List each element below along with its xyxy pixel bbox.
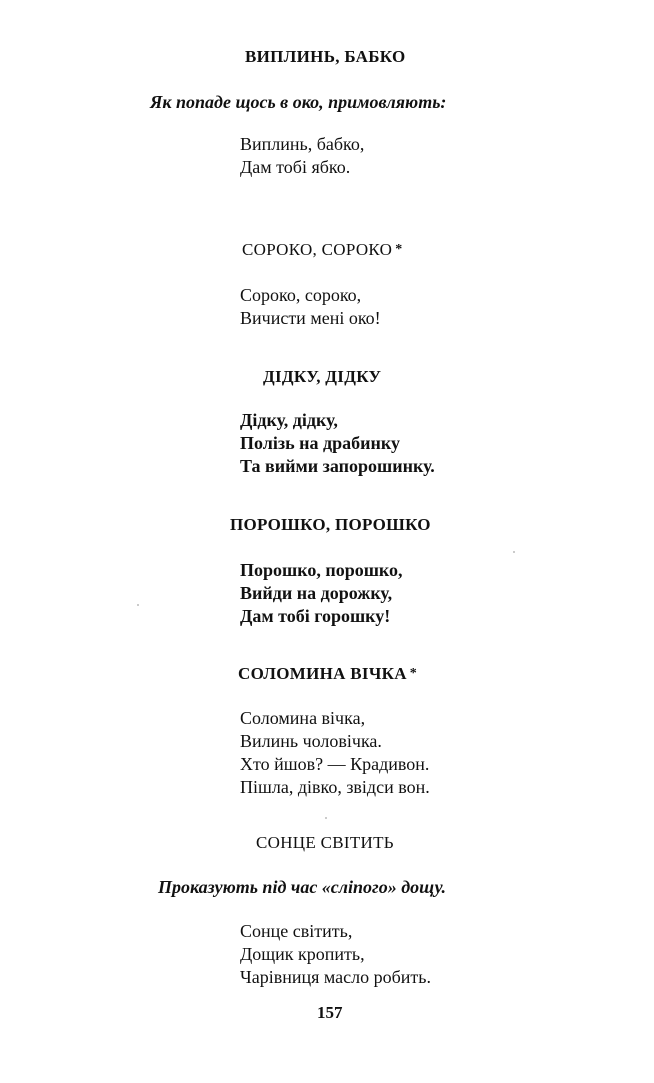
verse xyxy=(240,409,435,478)
scan-speck xyxy=(137,604,139,606)
section-title-text: СОРОКО, СОРОКО xyxy=(242,240,393,259)
verse xyxy=(240,559,403,628)
verse-line: Соломина вічка, xyxy=(240,708,366,728)
scan-speck xyxy=(513,551,515,553)
verse-line: Чарівниця масло робить. xyxy=(240,967,431,987)
footnote-mark: * xyxy=(395,242,403,257)
verse-line: Дощик кропить, xyxy=(240,944,365,964)
verse-line: Вийди на дорожку, xyxy=(240,583,393,603)
verse-line: Порошко, порошко, xyxy=(240,560,403,580)
verse-line: Дам тобі горошку! xyxy=(240,606,391,626)
section-title xyxy=(238,664,417,684)
verse xyxy=(240,133,364,179)
page-number: 157 xyxy=(317,1003,343,1022)
section-intro: Як попаде щось в око, примовляють: xyxy=(150,92,447,112)
verse-line: Сонце світить, xyxy=(240,921,353,941)
verse xyxy=(240,707,430,799)
section-title xyxy=(242,240,403,260)
verse-line: Полізь на драбинку xyxy=(240,433,400,453)
verse-line: Виплинь, бабко, xyxy=(240,134,365,154)
verse-line: Дам тобі ябко. xyxy=(240,157,351,177)
verse xyxy=(240,920,431,989)
section-title: ПОРОШКО, ПОРОШКО xyxy=(230,515,431,534)
verse-line: Вилинь чоловічка. xyxy=(240,731,382,751)
footnote-mark: * xyxy=(409,666,418,681)
verse-line: Та вийми запорошинку. xyxy=(240,456,435,476)
section-title-text: СОЛОМИНА ВІЧКА xyxy=(238,664,407,683)
verse-line: Дідку, дідку, xyxy=(240,410,338,430)
verse-line: Сороко, сороко, xyxy=(240,285,362,305)
verse xyxy=(240,284,381,330)
scan-speck xyxy=(325,817,327,819)
section-title: СОНЦЕ СВІТИТЬ xyxy=(256,833,394,852)
section-title: ДІДКУ, ДІДКУ xyxy=(263,367,382,386)
verse-line: Вичисти мені око! xyxy=(240,308,381,328)
verse-line: Хто йшов? — Крадивон. xyxy=(240,754,430,774)
section-title: ВИПЛИНЬ, БАБКО xyxy=(245,47,406,66)
section-intro: Проказують під час «сліпого» дощу. xyxy=(158,877,447,897)
verse-line: Пішла, дівко, звідси вон. xyxy=(240,777,430,797)
